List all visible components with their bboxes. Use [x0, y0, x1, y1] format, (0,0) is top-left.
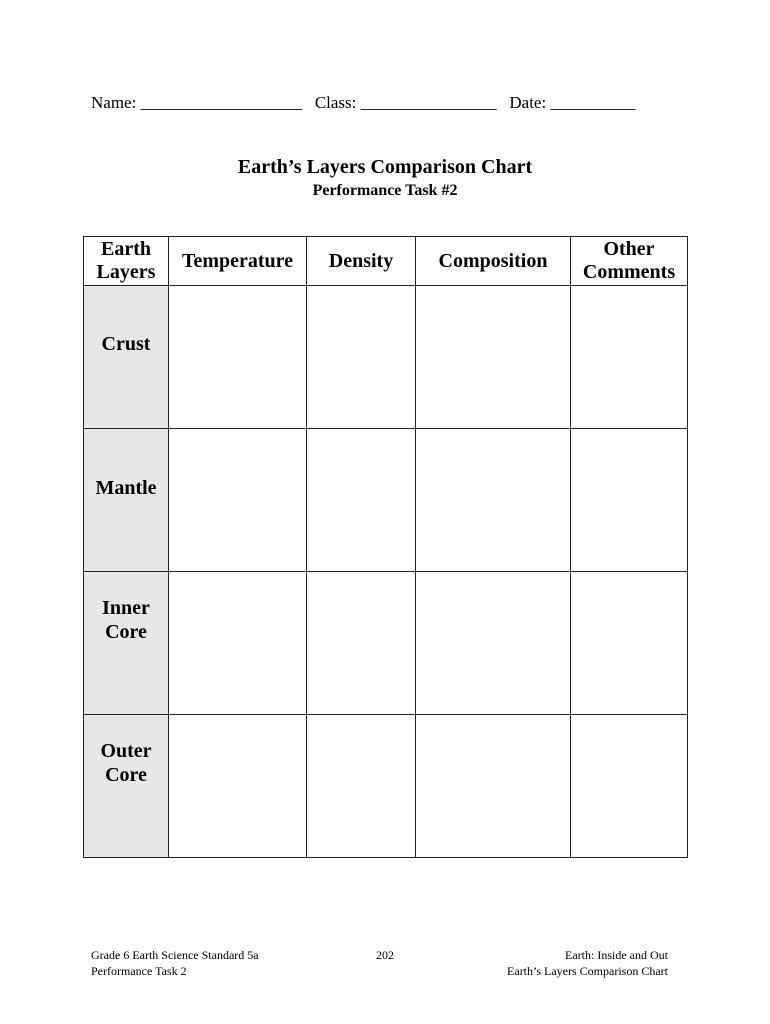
- density-cell[interactable]: [307, 715, 416, 858]
- header-line: Layers: [96, 261, 156, 283]
- other-comments-cell[interactable]: [571, 429, 688, 572]
- density-cell[interactable]: [307, 572, 416, 715]
- header-line: Comments: [582, 261, 676, 283]
- other-comments-cell[interactable]: [571, 286, 688, 429]
- row-label-line: Outer: [100, 740, 152, 762]
- footer-task: Performance Task 2: [91, 964, 187, 978]
- other-comments-cell[interactable]: [571, 715, 688, 858]
- table-row: [84, 429, 688, 572]
- density-cell[interactable]: [307, 286, 416, 429]
- row-label-inner-core: [84, 572, 169, 715]
- footer-standard: Grade 6 Earth Science Standard 5a: [91, 948, 259, 962]
- page-number: 202: [376, 948, 394, 962]
- temperature-cell[interactable]: [169, 286, 307, 429]
- row-label-line: Core: [105, 764, 147, 786]
- composition-cell[interactable]: [416, 715, 571, 858]
- footer-right: [507, 947, 668, 979]
- row-label-line: Inner: [102, 597, 150, 619]
- page-subtitle: Performance Task #2: [312, 182, 458, 199]
- page-title: Earth’s Layers Comparison Chart: [237, 156, 533, 178]
- table-row: [84, 715, 688, 858]
- footer-unit-title: Earth: Inside and Out: [565, 948, 668, 962]
- column-header-composition: [416, 237, 571, 286]
- footer-chart-title: Earth’s Layers Comparison Chart: [507, 964, 668, 978]
- density-cell[interactable]: [307, 429, 416, 572]
- header-line: Temperature: [181, 249, 294, 272]
- row-label-mantle: [84, 429, 169, 572]
- row-label-crust: [84, 286, 169, 429]
- header-line: Composition: [438, 249, 548, 272]
- temperature-cell[interactable]: [169, 715, 307, 858]
- row-label-line: Core: [105, 621, 147, 643]
- column-header-density: [307, 237, 416, 286]
- other-comments-cell[interactable]: [571, 572, 688, 715]
- comparison-chart-table: [83, 236, 688, 858]
- composition-cell[interactable]: [416, 429, 571, 572]
- header-line: Other: [603, 238, 655, 260]
- column-header-temperature: [169, 237, 307, 286]
- row-label-line: Mantle: [95, 477, 157, 499]
- row-label-outer-core: [84, 715, 169, 858]
- temperature-cell[interactable]: [169, 572, 307, 715]
- header-line: Earth: [101, 238, 151, 260]
- composition-cell[interactable]: [416, 572, 571, 715]
- temperature-cell[interactable]: [169, 429, 307, 572]
- row-label-line: Crust: [101, 333, 151, 355]
- table-header-row: [84, 237, 688, 286]
- table-row: [84, 572, 688, 715]
- header-line: Density: [328, 249, 394, 272]
- column-header-earth-layers: [84, 237, 169, 286]
- name-class-date-line: Name: ___________________ Class: ________________ Date: __________: [91, 93, 636, 112]
- composition-cell[interactable]: [416, 286, 571, 429]
- table-row: [84, 286, 688, 429]
- column-header-other-comments: [571, 237, 688, 286]
